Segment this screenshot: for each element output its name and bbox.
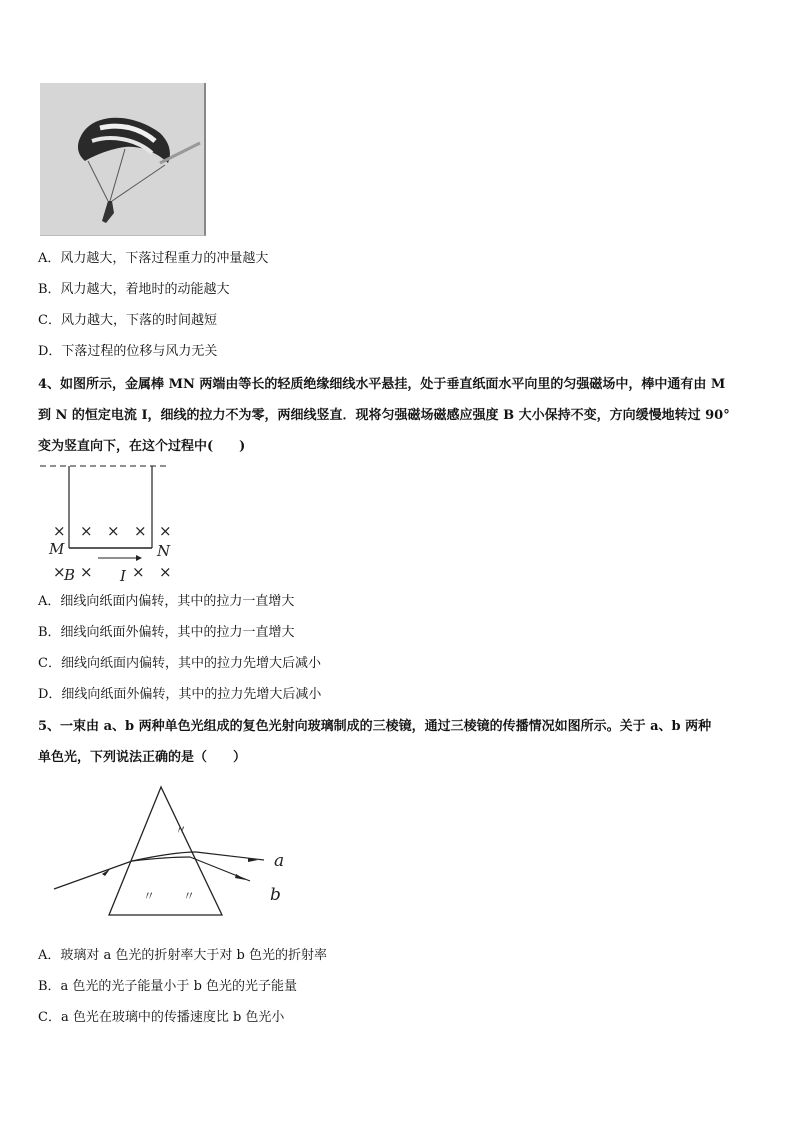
label-B: B (64, 566, 76, 584)
q4-option-a: A．细线向纸面内偏转，其中的拉力一直增大 (38, 594, 295, 609)
prism-diagram (50, 783, 300, 923)
glass-mark: 〃 (175, 823, 188, 837)
current-arrowhead (136, 555, 142, 561)
magnetic-field-diagram (36, 460, 186, 585)
q3-option-b: B．风力越大，着地时的动能越大 (38, 282, 230, 297)
q3-option-c: C．风力越大，下落的时间越短 (38, 313, 217, 328)
q5-option-c: C．a 色光在玻璃中的传播速度比 b 色光小 (38, 1010, 285, 1025)
field-cross: × (80, 522, 93, 540)
q4-stem-line-2: 到 N 的恒定电流 I，细线的拉力不为零，两细线竖直．现将匀强磁场磁感应强度 B 大小保持不变，方向缓慢地转过 90° (38, 408, 730, 423)
label-b: b (270, 885, 281, 905)
label-M: M (49, 540, 65, 558)
ray-b-arrowhead (235, 874, 246, 880)
field-cross: × (53, 563, 66, 581)
field-cross: × (159, 563, 172, 581)
paraglider-photo (40, 83, 206, 236)
q4-stem-line-1: 4、如图所示，金属棒 MN 两端由等长的轻质绝缘细线水平悬挂，处于垂直纸面水平向里的匀强磁场中，棒中通有由 M (38, 377, 726, 392)
q5-option-b: B．a 色光的光子能量小于 b 色光的光子能量 (38, 979, 298, 994)
field-cross: × (134, 522, 147, 540)
field-cross: × (159, 522, 172, 540)
paraglider-illustration (40, 83, 204, 235)
q4-option-b: B．细线向纸面外偏转，其中的拉力一直增大 (38, 625, 295, 640)
ray-a (196, 852, 264, 860)
q4-stem-line-3: 变为竖直向下，在这个过程中( ) (38, 439, 246, 454)
field-cross: × (80, 563, 93, 581)
q4-option-c: C．细线向纸面内偏转，其中的拉力先增大后减小 (38, 656, 321, 671)
label-I: I (120, 567, 126, 585)
q3-option-a: A．风力越大，下落过程重力的冲量越大 (38, 251, 269, 266)
glass-mark: 〃 (183, 889, 196, 903)
incident-ray (54, 861, 132, 889)
prism (109, 787, 222, 915)
q4-option-d: D．细线向纸面外偏转，其中的拉力先增大后减小 (38, 687, 322, 702)
q5-stem-line-1: 5、一束由 a、b 两种单色光组成的复色光射向玻璃制成的三棱镜，通过三棱镜的传播情况如图所示。关于 a、b 两种 (38, 719, 712, 734)
glass-mark: 〃 (143, 889, 156, 903)
q5-option-a: A．玻璃对 a 色光的折射率大于对 b 色光的折射率 (38, 948, 327, 963)
field-cross: × (53, 522, 66, 540)
label-N: N (157, 542, 171, 560)
label-a: a (274, 851, 285, 871)
field-cross: × (132, 563, 145, 581)
q5-stem-line-2: 单色光，下列说法正确的是（ ） (38, 750, 247, 765)
q3-option-d: D．下落过程的位移与风力无关 (38, 344, 218, 359)
field-cross: × (107, 522, 120, 540)
